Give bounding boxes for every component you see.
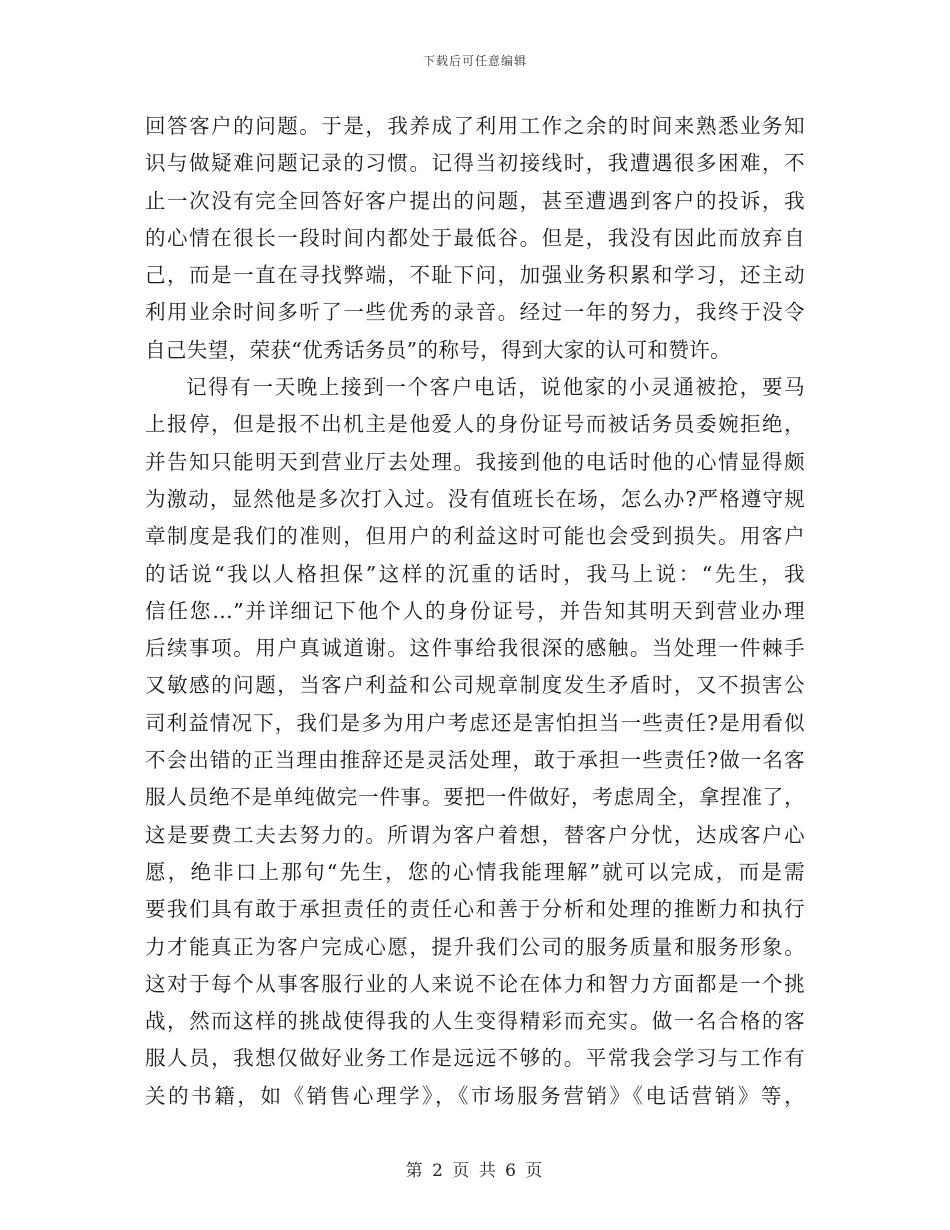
- paragraph-1: [145, 108, 805, 369]
- text-line: 己，而是一直在寻找弊端，不耻下问，加强业务积累和学习，还主动: [145, 263, 805, 288]
- text-line: 服人员，我想仅做好业务工作是远远不够的。平常我会学习与工作有: [145, 1046, 805, 1071]
- text-line: 不会出错的正当理由推辞还是灵活处理，敢于承担一些责任?做一名客: [145, 748, 805, 773]
- text-line: 愿，绝非口上那句“先生，您的心情我能理解”就可以完成，而是需: [145, 859, 805, 884]
- text-line: 章制度是我们的准则，但用户的利益这时可能也会受到损失。用客户: [145, 524, 805, 549]
- text-line: 的话说“我以人格担保”这样的沉重的话时，我马上说：“先生，我: [145, 561, 805, 586]
- text-line: 关的书籍，如《销售心理学》，《市场服务营销》《电话营销》等，: [145, 1083, 805, 1108]
- text-line: 并告知只能明天到营业厅去处理。我接到他的电话时他的心情显得颇: [145, 449, 805, 474]
- text-line: 上报停，但是报不出机主是他爱人的身份证号而被话务员委婉拒绝，: [145, 412, 805, 437]
- text-line: 后续事项。用户真诚道谢。这件事给我很深的感触。当处理一件棘手: [145, 636, 805, 661]
- document-body: [145, 108, 805, 1115]
- paragraph-2: [145, 369, 805, 1115]
- text-line: 又敏感的问题，当客户利益和公司规章制度发生矛盾时，又不损害公: [145, 673, 805, 698]
- text-line: 力才能真正为客户完成心愿，提升我们公司的服务质量和服务形象。: [145, 934, 805, 959]
- text-line: 识与做疑难问题记录的习惯。记得当初接线时，我遭遇很多困难，不: [145, 151, 805, 176]
- text-line: 信任您...”并详细记下他个人的身份证号，并告知其明天到营业办理: [145, 598, 805, 623]
- text-line: 司利益情况下，我们是多为用户考虑还是害怕担当一些责任?是用看似: [145, 710, 805, 735]
- text-line: 这是要费工夫去努力的。所谓为客户着想，替客户分忧，达成客户心: [145, 822, 805, 847]
- text-line: 自己失望，荣获“优秀话务员”的称号，得到大家的认可和赞许。: [145, 337, 732, 362]
- page-number-footer: 第 2 页 共 6 页: [405, 1161, 545, 1181]
- text-line: 回答客户的问题。于是，我养成了利用工作之余的时间来熟悉业务知: [145, 114, 805, 138]
- text-line: 止一次没有完全回答好客户提出的问题，甚至遭遇到客户的投诉，我: [145, 188, 805, 213]
- text-line: 为激动，显然他是多次打入过。没有值班长在场，怎么办?严格遵守规: [145, 486, 805, 511]
- text-line: 这对于每个从事客服行业的人来说不论在体力和智力方面都是一个挑: [145, 971, 805, 996]
- text-line: 记得有一天晚上接到一个客户电话，说他家的小灵通被抢，要马: [186, 375, 805, 400]
- page-header: 下载后可任意编辑: [422, 54, 527, 68]
- text-line: 服人员绝不是单纯做完一件事。要把一件做好，考虑周全，拿捏准了，: [145, 785, 805, 810]
- text-line: 要我们具有敢于承担责任的责任心和善于分析和处理的推断力和执行: [145, 897, 805, 922]
- text-line: 的心情在很长一段时间内都处于最低谷。但是，我没有因此而放弃自: [145, 225, 805, 250]
- text-line: 战，然而这样的挑战使得我的人生变得精彩而充实。做一名合格的客: [145, 1009, 805, 1034]
- text-line: 利用业余时间多听了一些优秀的录音。经过一年的努力，我终于没令: [145, 300, 805, 325]
